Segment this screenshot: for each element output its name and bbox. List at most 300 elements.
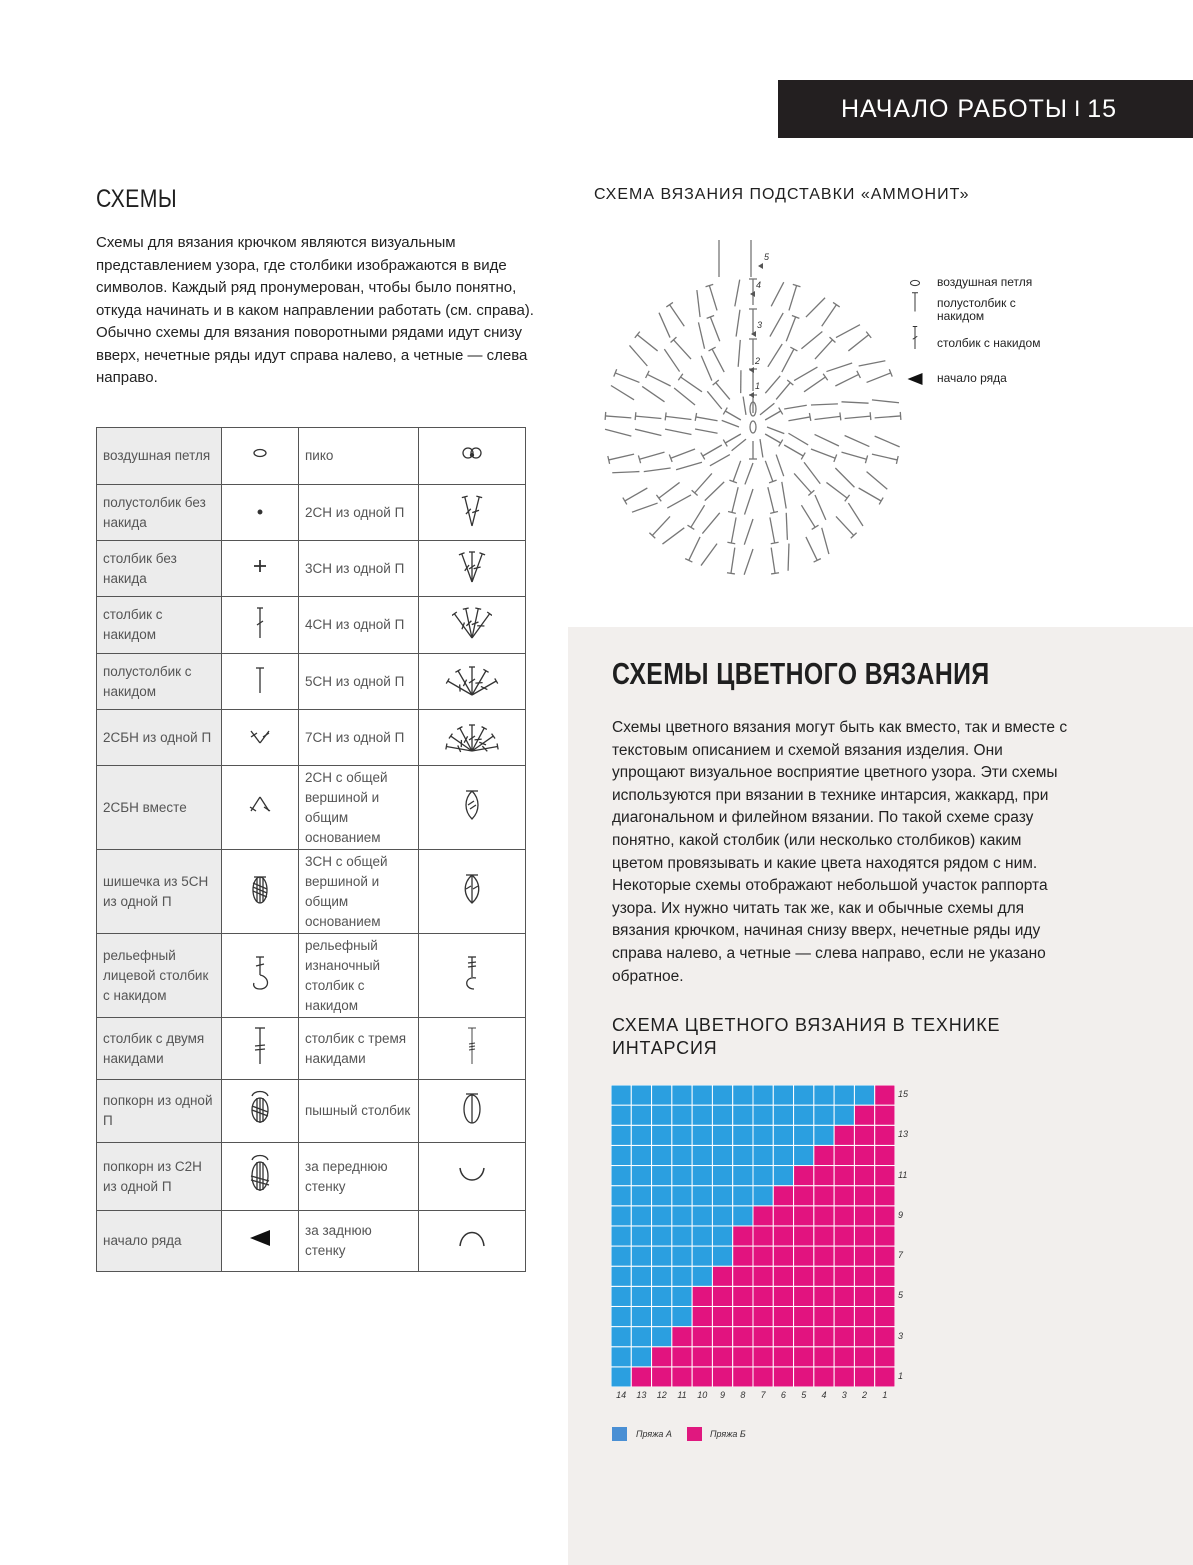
ammonite-stitch-top — [779, 408, 783, 415]
symbol-name — [299, 1018, 419, 1080]
ammonite-stitch — [629, 345, 647, 366]
grid-cell — [854, 1306, 874, 1326]
grid-cell — [611, 1367, 631, 1387]
grid-cell — [854, 1367, 874, 1387]
row-label: 3 — [898, 1330, 904, 1341]
row-label: 11 — [898, 1169, 908, 1180]
ammonite-stitch-top — [635, 412, 636, 420]
symbol-name — [97, 597, 222, 654]
symbol-name — [97, 934, 222, 1018]
ammonite-stitch-top — [896, 456, 898, 464]
grid-cell — [814, 1145, 834, 1165]
grid-cell — [712, 1206, 732, 1226]
grid-cell — [854, 1206, 874, 1226]
chain-oval-icon — [240, 433, 280, 473]
grid-cell — [814, 1105, 834, 1125]
grid-cell — [875, 1266, 895, 1286]
legend-icon-wrap — [900, 322, 930, 357]
ammonite-stitch — [671, 449, 695, 458]
legend-label: воздушная петля — [937, 275, 1033, 289]
ammonite-stitch — [709, 286, 717, 311]
ammonite-stitch — [804, 462, 820, 484]
ammonite-stitch — [705, 482, 724, 501]
section-title: НАЧАЛО РАБОТЫ — [840, 94, 1069, 123]
ammonite-stitch — [707, 391, 722, 409]
ammonite-stitch — [732, 487, 738, 512]
ammonite-stitch — [733, 461, 741, 482]
ammonite-stitch — [872, 454, 897, 460]
ammonite-stitch-top — [823, 374, 828, 381]
symbol-cell — [222, 1018, 299, 1080]
grid-cell — [854, 1286, 874, 1306]
grid-cell — [672, 1266, 692, 1286]
ammonite-stitch — [811, 449, 835, 458]
grid-cell — [794, 1206, 814, 1226]
fpdc-icon — [240, 953, 280, 993]
ammonite-stitch — [695, 429, 718, 433]
column-label: 11 — [677, 1390, 687, 1400]
ammonite-stitch-top — [605, 412, 606, 420]
row-label: 15 — [898, 1089, 909, 1100]
ammonite-stitch — [835, 374, 858, 386]
ammonite-stitch-top — [666, 302, 673, 307]
grid-cell — [814, 1347, 834, 1367]
ammonite-stitch-top — [623, 498, 627, 505]
section-header — [778, 80, 1193, 138]
grid-cell — [733, 1145, 753, 1165]
grid-cell — [712, 1226, 732, 1246]
grid-cell — [834, 1246, 854, 1266]
ammonite-stitch-top — [695, 413, 696, 421]
symbol-label: рельефный лицевой столбик с накидом — [103, 947, 209, 1003]
grid-cell — [631, 1246, 651, 1266]
row-label: 13 — [898, 1129, 909, 1140]
grid-cell — [672, 1286, 692, 1306]
grid-cell — [631, 1327, 651, 1347]
grid-cell — [652, 1105, 672, 1125]
symbol-cell — [419, 710, 526, 766]
grid-cell — [773, 1347, 793, 1367]
ammonite-stitch — [786, 513, 787, 540]
ammonite-stitch-top — [678, 374, 683, 381]
grid-cell — [692, 1226, 712, 1246]
symbol-label: столбик с двумя накидами — [103, 1030, 205, 1066]
ammonite-stitch — [822, 528, 829, 554]
table-row — [97, 1211, 526, 1272]
ammonite-stitch — [760, 403, 774, 415]
ammonite-stitch — [768, 344, 782, 367]
yarn-label: Пряжа А — [636, 1429, 672, 1439]
grid-cell — [753, 1166, 773, 1186]
ammonite-stitch — [767, 427, 784, 434]
grid-cell — [733, 1206, 753, 1226]
yarn-swatch — [687, 1427, 702, 1441]
back-loop-icon — [452, 1218, 492, 1258]
grid-cell — [773, 1166, 793, 1186]
grid-cell — [814, 1306, 834, 1326]
puff-icon — [452, 1088, 492, 1128]
color-knitting-paragraph: Схемы цветного вязания могут быть как вместо, так и вместе с текстовым описанием и схемой вязания изделия. Они упрощают визуальное восприятие цветного узора. Эти схемы используются при вязании в технике интарсия, жаккард, при диагональном и филейном вязании. По такой схеме сразу понятно, какой столбик (или несколько столбиков) каким цветом провязывать и какие цвета находятся рядом с ним. Некоторые схемы отображают небольшой участок раппорта узора. Их нужно читать так же, как и обычные схемы для вязания крючком, начиная снизу вверх, нечетные ряды иду справа налево, а четные — слева направо, если не указано обратное. — [612, 719, 1068, 985]
grid-cell — [834, 1286, 854, 1306]
grid-cell — [631, 1266, 651, 1286]
ammonite-stitch — [765, 411, 781, 420]
ammonite-stitch — [859, 488, 882, 501]
grid-cell — [611, 1306, 631, 1326]
symbol-name — [299, 541, 419, 597]
column-label: 6 — [780, 1390, 786, 1400]
grid-cell — [794, 1145, 814, 1165]
grid-cell — [875, 1125, 895, 1145]
ammonite-stitch — [771, 548, 775, 574]
grid-cell — [611, 1125, 631, 1145]
legend-icon-wrap — [900, 286, 930, 321]
symbol-cell — [222, 654, 299, 710]
grid-cell — [733, 1226, 753, 1246]
symbol-name — [97, 1143, 222, 1211]
ammonite-row-label: 4 — [756, 280, 762, 290]
symbol-label: столбик с накидом — [103, 607, 163, 642]
grid-cell — [834, 1166, 854, 1186]
grid-cell — [611, 1226, 631, 1246]
column-label: 10 — [697, 1390, 708, 1400]
grid-cell — [875, 1367, 895, 1387]
grid-cell — [733, 1327, 753, 1347]
sc2inc-icon — [240, 715, 280, 755]
symbol-label: 2СБН вместе — [103, 799, 187, 815]
ammonite-stitch — [632, 503, 658, 512]
symbol-label: полустолбик без накида — [103, 494, 206, 530]
ammonite-stitch-top — [771, 542, 779, 543]
ammonite-stitch-top — [701, 453, 705, 460]
grid-cell — [753, 1347, 773, 1367]
grid-cell — [672, 1367, 692, 1387]
hdc-icon — [240, 659, 280, 699]
ammonite-stitch — [784, 405, 807, 409]
ammonite-stitch-top — [879, 498, 883, 505]
grid-cell — [875, 1206, 895, 1226]
grid-cell — [834, 1226, 854, 1246]
symbol-cell — [222, 541, 299, 597]
symbol-cell — [419, 597, 526, 654]
symbol-cell — [222, 485, 299, 541]
symbols-table — [96, 427, 526, 1272]
ammonite-stitch — [744, 519, 753, 545]
symbol-name — [97, 654, 222, 710]
ammonite-stitch — [836, 516, 854, 535]
grid-cell — [672, 1347, 692, 1367]
ammonite-stitch — [696, 417, 718, 421]
symbol-label: 2СН из одной П — [305, 504, 405, 520]
ammonite-stitch — [745, 489, 753, 515]
ammonite-stitch — [859, 361, 886, 366]
symbol-label: 7СН из одной П — [305, 729, 405, 745]
ammonite-stitch — [722, 420, 739, 427]
symbol-name — [97, 541, 222, 597]
ammonite-stitch — [710, 317, 719, 341]
schemes-heading: СХЕМЫ — [96, 185, 178, 213]
symbol-name — [97, 428, 222, 485]
ammonite-stitch — [845, 435, 870, 446]
ammonite-stitch — [822, 305, 837, 326]
grid-cell — [692, 1125, 712, 1145]
grid-cell — [652, 1145, 672, 1165]
grid-cell — [611, 1166, 631, 1186]
ammonite-stitch — [698, 322, 704, 348]
ammonite-stitch — [637, 335, 657, 351]
grid-cell — [854, 1105, 874, 1125]
grid-cell — [652, 1085, 672, 1105]
ammonite-stitch-top — [900, 412, 901, 420]
symbol-label: 3СН из одной П — [305, 560, 405, 576]
grid-cell — [672, 1166, 692, 1186]
symbol-name — [97, 1211, 222, 1272]
grid-cell — [794, 1085, 814, 1105]
grid-cell — [692, 1347, 712, 1367]
symbol-name — [299, 1080, 419, 1143]
ammonite-stitch — [666, 416, 692, 419]
grid-cell — [794, 1286, 814, 1306]
ammonite-stitch-top — [809, 413, 810, 421]
ammonite-stitch — [647, 374, 670, 386]
grid-cell — [834, 1186, 854, 1206]
grid-cell — [652, 1226, 672, 1246]
symbol-cell — [222, 1143, 299, 1211]
grid-cell — [631, 1085, 651, 1105]
dtr-icon — [452, 1026, 492, 1066]
ammonite-stitch — [703, 445, 722, 456]
grid-cell — [712, 1145, 732, 1165]
ammonite-stitch — [841, 452, 866, 459]
row-label: 1 — [898, 1370, 904, 1381]
ammonite-stitch — [765, 434, 781, 443]
ammonite-stitch — [725, 411, 741, 420]
ammonite-row-label: 2 — [755, 356, 761, 366]
column-label: 4 — [821, 1390, 827, 1400]
grid-cell — [794, 1125, 814, 1145]
ammonite-stitch — [674, 340, 692, 359]
ammonite-row-start-marker — [758, 263, 763, 269]
legend-icon-wrap — [900, 364, 930, 399]
symbol-cell — [419, 485, 526, 541]
symbol-cell — [419, 766, 526, 850]
grid-cell — [652, 1206, 672, 1226]
ammonite-caption: СХЕМА ВЯЗАНИЯ ПОДСТАВКИ «АММОНИТ» — [594, 186, 970, 203]
dot-icon — [240, 490, 280, 530]
grid-cell — [814, 1085, 834, 1105]
symbol-label: 5СН из одной П — [305, 673, 405, 689]
ammonite-stitch — [642, 386, 664, 401]
ammonite-stitch — [731, 517, 736, 543]
ammonite-stitch — [848, 503, 863, 526]
grid-cell — [733, 1166, 753, 1186]
grid-cell — [834, 1085, 854, 1105]
ammonite-stitch-top — [771, 573, 779, 574]
grid-cell — [611, 1206, 631, 1226]
grid-cell — [631, 1306, 651, 1326]
yarn-swatch — [612, 1427, 627, 1441]
symbol-name — [97, 1080, 222, 1143]
symbol-name — [97, 485, 222, 541]
grid-cell — [672, 1327, 692, 1347]
grid-cell — [814, 1286, 834, 1306]
ammonite-stitch — [815, 495, 826, 520]
ammonite-stitch — [784, 445, 803, 456]
ammonite-stitch-top — [801, 453, 805, 460]
symbol-cell — [419, 1018, 526, 1080]
symbol-cell — [419, 934, 526, 1018]
ammonite-stitch — [789, 286, 797, 311]
symbol-label: 2СН с общей вершиной и общим основанием — [305, 769, 388, 845]
grid-cell — [733, 1306, 753, 1326]
legend-label: полустолбик с накидом — [937, 296, 1016, 323]
grid-cell — [692, 1266, 712, 1286]
ammonite-stitch — [806, 298, 825, 317]
table-row — [97, 428, 526, 485]
two-dc-cluster-icon — [452, 785, 492, 825]
ammonite-stitch — [662, 528, 684, 544]
ammonite-stitch-top — [870, 412, 871, 420]
grid-cell — [753, 1186, 773, 1206]
ammonite-stitch — [744, 549, 753, 575]
grid-cell — [692, 1085, 712, 1105]
grid-cell — [875, 1286, 895, 1306]
grid-cell — [733, 1246, 753, 1266]
grid-cell — [672, 1105, 692, 1125]
symbol-label: за заднюю стенку — [305, 1223, 372, 1258]
table-row — [97, 1018, 526, 1080]
grid-cell — [611, 1266, 631, 1286]
symbol-name — [97, 710, 222, 766]
table-row — [97, 766, 526, 850]
grid-cell — [773, 1186, 793, 1206]
grid-cell — [834, 1347, 854, 1367]
symbol-cell — [419, 1143, 526, 1211]
grid-cell — [753, 1105, 773, 1125]
ammonite-stitch — [712, 349, 724, 372]
ammonite-center-chain — [750, 421, 756, 433]
ammonite-stitch — [826, 363, 852, 372]
grid-cell — [692, 1286, 712, 1306]
grid-cell — [854, 1246, 874, 1266]
front-loop-icon — [452, 1154, 492, 1194]
symbol-name — [299, 485, 419, 541]
ammonite-row-label: 1 — [755, 381, 761, 391]
three-dc-cluster-icon — [452, 869, 492, 909]
ammonite-stitch — [640, 452, 665, 459]
row-start-triangle-icon — [900, 364, 930, 394]
ammonite-stitch — [745, 463, 753, 484]
grid-cell — [794, 1266, 814, 1286]
symbol-name — [299, 654, 419, 710]
grid-cell — [712, 1105, 732, 1125]
ammonite-stitch — [815, 340, 833, 359]
grid-cell — [875, 1327, 895, 1347]
ammonite-stitch-top — [665, 412, 666, 420]
column-label: 14 — [616, 1390, 627, 1400]
grid-cell — [733, 1085, 753, 1105]
ammonite-stitch — [725, 434, 741, 443]
column-label: 2 — [862, 1390, 868, 1400]
grid-cell — [753, 1246, 773, 1266]
grid-cell — [753, 1367, 773, 1387]
grid-cell — [631, 1286, 651, 1306]
grid-cell — [712, 1186, 732, 1206]
grid-cell — [773, 1125, 793, 1145]
grid-cell — [652, 1186, 672, 1206]
symbol-cell — [222, 766, 299, 850]
popcorn-tr-icon — [240, 1154, 280, 1194]
grid-cell — [712, 1085, 732, 1105]
ammonite-stitch-top — [723, 408, 727, 415]
ammonite-stitch — [771, 282, 784, 306]
ammonite-stitch — [835, 468, 854, 487]
ammonite-stitch-top — [727, 573, 735, 574]
grid-cell — [814, 1327, 834, 1347]
bobble-icon — [240, 869, 280, 909]
grid-cell — [773, 1367, 793, 1387]
grid-cell — [672, 1085, 692, 1105]
grid-cell — [753, 1085, 773, 1105]
symbol-label: 4СН из одной П — [305, 617, 405, 632]
grid-cell — [834, 1105, 854, 1125]
ammonite-stitch — [776, 455, 784, 477]
grid-cell — [631, 1347, 651, 1367]
ammonite-stitch — [811, 404, 838, 405]
grid-cell — [672, 1226, 692, 1246]
ammonite-stitch — [670, 305, 685, 326]
symbol-label: столбик без накида — [103, 550, 177, 586]
table-row — [97, 541, 526, 597]
symbol-label: шишечка из 5СН из одной П — [103, 873, 209, 909]
symbol-label: столбик с тремя накидами — [305, 1030, 407, 1066]
grid-cell — [692, 1306, 712, 1326]
grid-cell — [652, 1327, 672, 1347]
ammonite-stitch — [732, 439, 746, 451]
symbol-label: попкорн из одной П — [103, 1093, 213, 1128]
page-number: 15 — [1087, 94, 1117, 123]
ammonite-stitch — [664, 349, 679, 371]
column-label: 1 — [882, 1390, 888, 1400]
ammonite-stitch — [788, 417, 810, 421]
grid-cell — [692, 1367, 712, 1387]
picot-icon — [452, 433, 492, 473]
grid-cell — [773, 1246, 793, 1266]
symbol-cell — [419, 428, 526, 485]
ammonite-stitch — [736, 310, 740, 337]
symbol-label: за переднюю стенку — [305, 1158, 388, 1194]
ammonite-stitch-top — [608, 456, 610, 464]
grid-cell — [672, 1125, 692, 1145]
grid-cell — [875, 1226, 895, 1246]
ammonite-stitch — [701, 544, 717, 566]
grid-cell — [631, 1186, 651, 1206]
grid-cell — [794, 1347, 814, 1367]
grid-cell — [753, 1125, 773, 1145]
ammonite-stitch — [695, 473, 712, 492]
grid-cell — [753, 1327, 773, 1347]
ammonite-stitch — [611, 385, 634, 399]
ammonite-stitch — [815, 434, 839, 446]
grid-cell — [834, 1306, 854, 1326]
ammonite-stitch — [659, 313, 670, 338]
grid-cell — [814, 1206, 834, 1226]
grid-cell — [652, 1266, 672, 1286]
ammonite-stitch — [636, 416, 662, 418]
ammonite-stitch — [738, 340, 740, 367]
ammonite-stitch — [872, 400, 899, 403]
symbol-name — [299, 766, 419, 850]
grid-cell — [631, 1125, 651, 1145]
